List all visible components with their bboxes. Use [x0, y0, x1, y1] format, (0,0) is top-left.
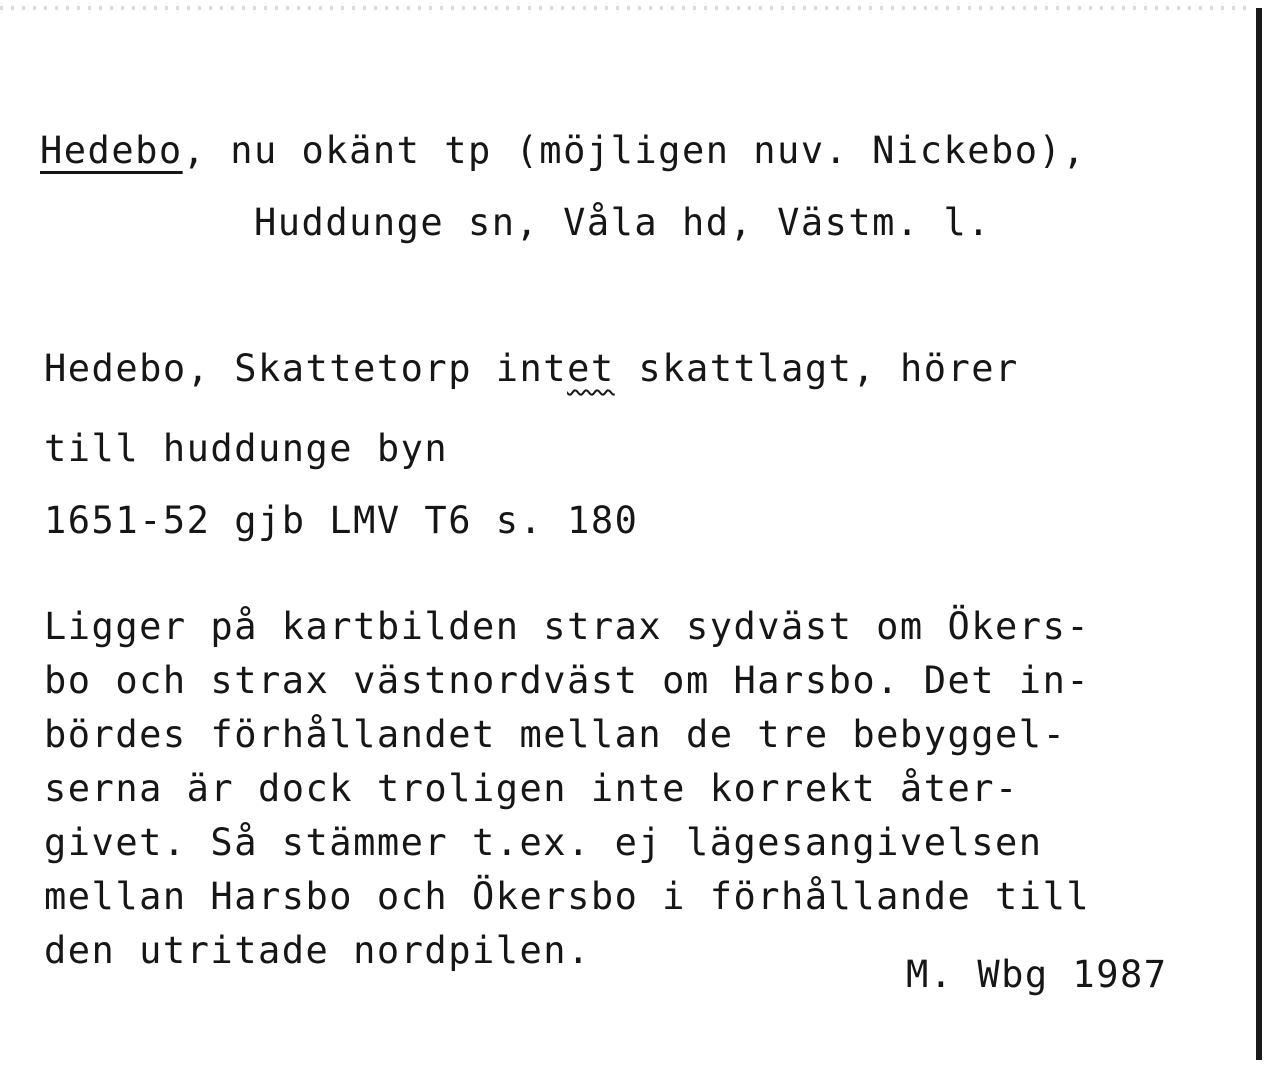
scan-speckle [0, 6, 1250, 10]
note-line: serna är dock troligen inte korrekt åter- [44, 767, 1019, 810]
note-line: bo och strax västnordväst om Harsbo. Det in- [44, 659, 1091, 702]
note-line: Ligger på kartbilden strax sydväst om Ökers- [44, 605, 1091, 648]
note-line: givet. Så stämmer t.ex. ej lägesangivelsen [44, 821, 1043, 864]
note-line: mellan Harsbo och Ökersbo i förhållande till [44, 875, 1091, 918]
quote-marked-word: et [567, 347, 615, 390]
source-quote-line-2: till huddunge byn [44, 427, 449, 470]
commentary-note [44, 600, 1090, 978]
heading-line-2: Huddunge sn, Våla hd, Västm. l. [254, 201, 992, 244]
headword-place-name: Hedebo [40, 129, 183, 172]
signature: M. Wbg 1987 [906, 953, 1168, 996]
heading-line-1 [40, 129, 1087, 172]
source-reference: 1651-52 gjb LMV T6 s. 180 [44, 499, 639, 542]
quote-line-1-end: skattlagt, hörer [614, 347, 1019, 390]
note-line: den utritade nordpilen. [44, 929, 591, 972]
note-line: bördes förhållandet mellan de tre bebyggel- [44, 713, 1067, 756]
heading-description: , nu okänt tp (möjligen nuv. Nickebo), [182, 129, 1087, 172]
quote-line-1-start: Hedebo, Skattetorp int [44, 347, 568, 390]
card-edge-line [1256, 8, 1262, 1060]
source-quote-line-1 [44, 347, 1019, 390]
